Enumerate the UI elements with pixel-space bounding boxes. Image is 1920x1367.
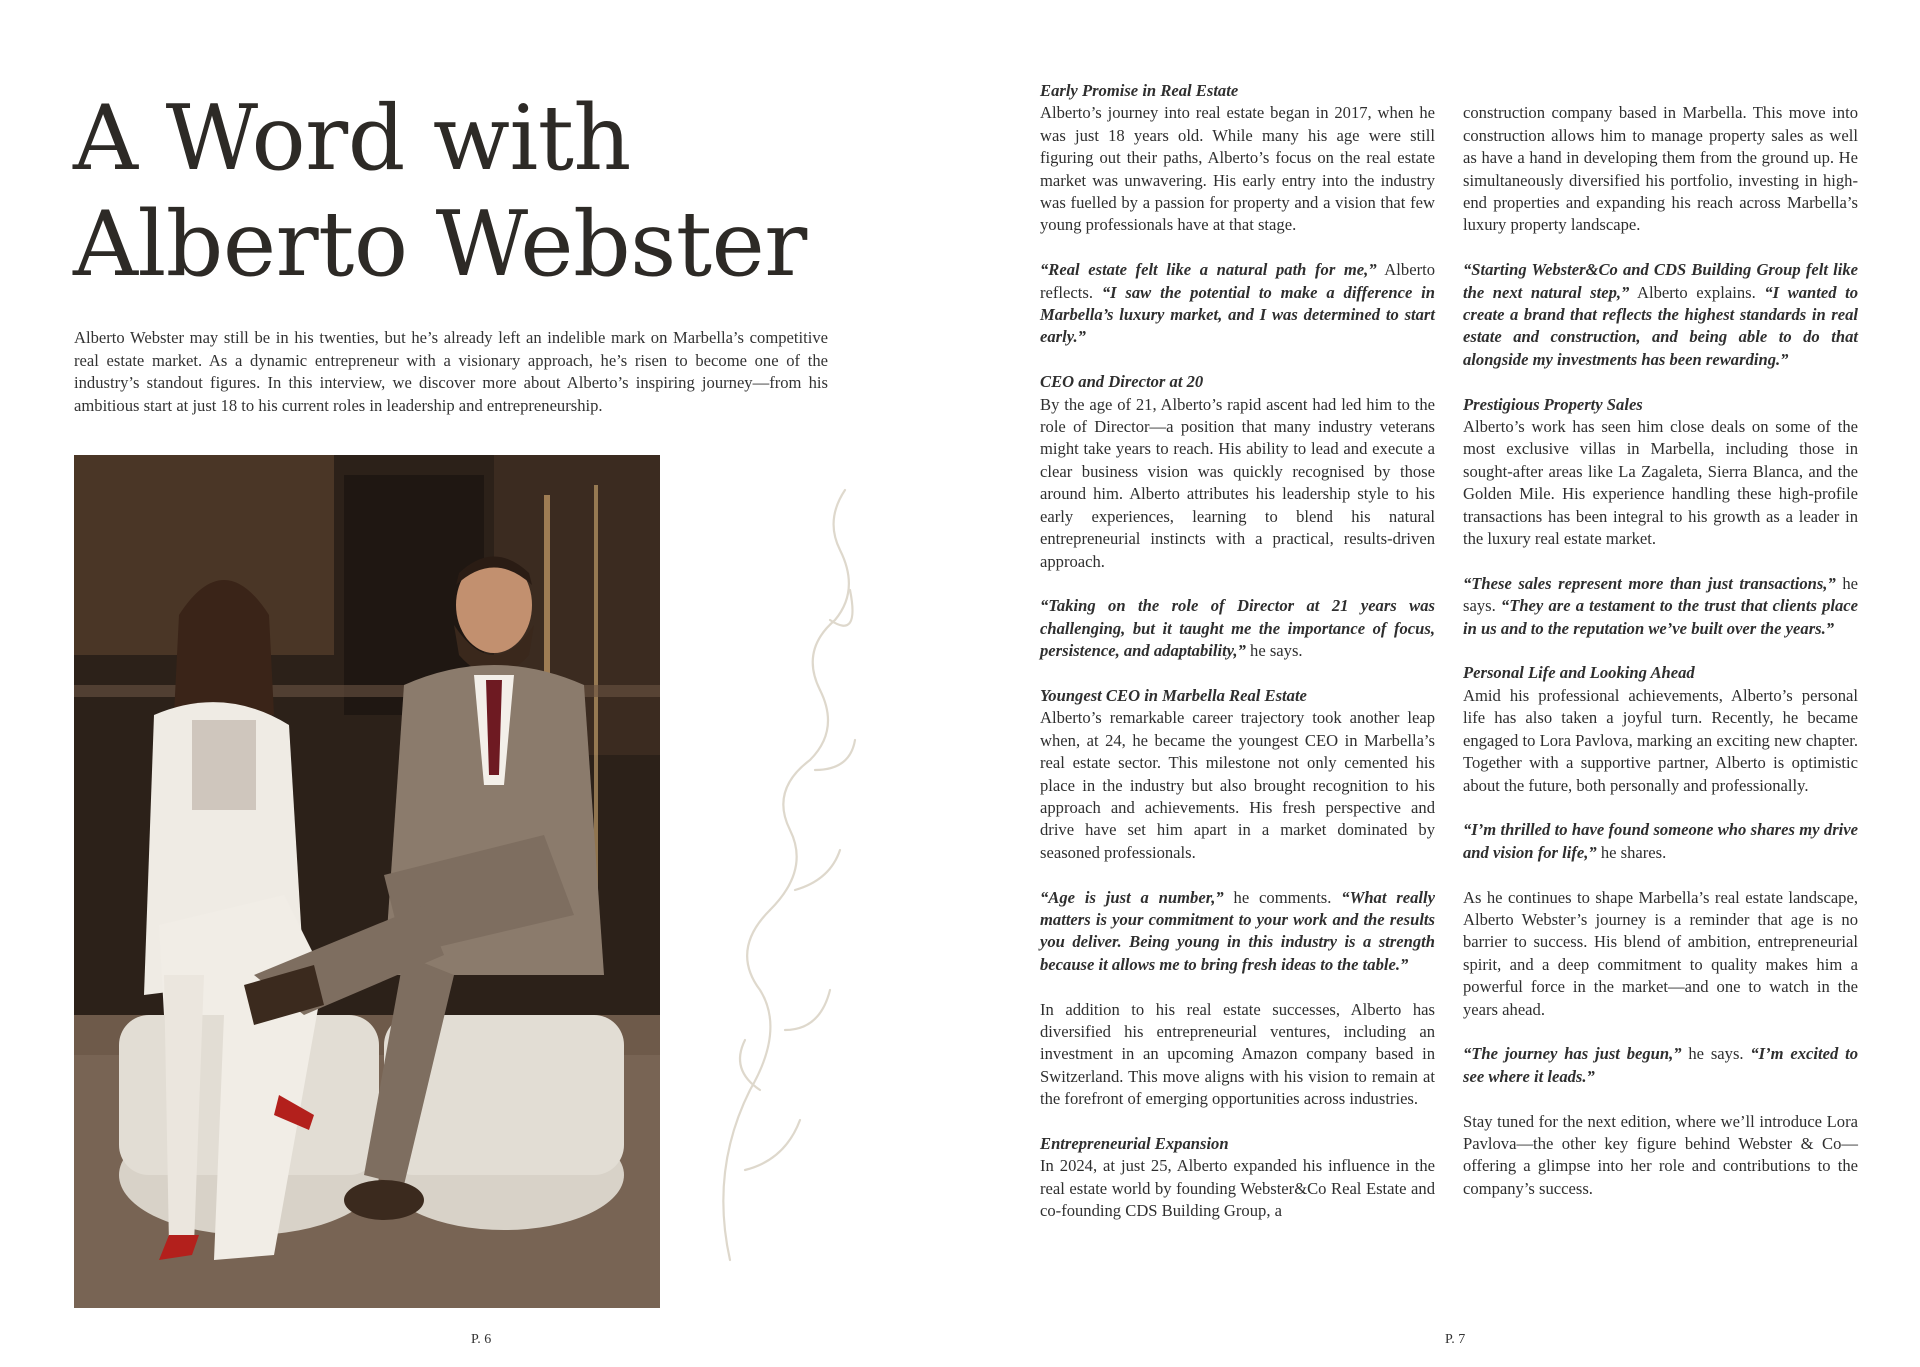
page-number-right: P. 7: [1445, 1332, 1466, 1347]
body-paragraph: As he continues to shape Marbella’s real estate landscape, Alberto Webster’s journey is a reminder that age is no barrier to success. His blend of ambition, entrepreneurial spirit, and a deep commitment to quality makes him a powerful force in the market—and one to watch in the years ahead.: [1463, 887, 1858, 1019]
quote-paragraph: [1463, 819, 1858, 864]
attribution: Alberto explains.: [1629, 282, 1765, 302]
body-paragraph: Alberto’s remarkable career trajectory took another leap when, at 24, he became the youngest CEO in Marbella’s real estate sector. This milestone not only cemented his place in the industry but also brought recognition to his approach and achievements. His fresh perspective and drive have set him apart in a market dominated by seasoned professionals.: [1040, 708, 1435, 862]
page-number-left: P. 6: [471, 1332, 492, 1347]
section-heading: Prestigious Property Sales: [1463, 394, 1643, 414]
quote-paragraph: [1040, 595, 1435, 662]
attribution: Alberto reflects.: [1040, 260, 1436, 302]
section-heading: Personal Life and Looking Ahead: [1463, 663, 1695, 683]
portrait-photo: [74, 455, 660, 1308]
quote-paragraph: [1463, 1043, 1858, 1088]
title-line-2: Alberto Webster: [73, 192, 807, 297]
attribution: he says.: [1463, 573, 1858, 616]
body-paragraph: By the age of 21, Alberto’s rapid ascent had led him to the role of Director—a position that many industry veterans might take years to reach. His ability to lead and execute a clear business vision was quickly recognised by those around him. Alberto attributes his leadership style to his early experiences, learning to blend his natural entrepreneurial instincts with a practical, results-driven approach.: [1040, 394, 1435, 571]
article-column-2: [1463, 80, 1858, 1223]
quote: “I’m excited to see where it leads.”: [1463, 1044, 1858, 1086]
quote-paragraph: [1463, 259, 1858, 371]
attribution: he says.: [1681, 1044, 1751, 1064]
section-heading: Entrepreneurial Expansion: [1040, 1133, 1229, 1153]
quote: “What really matters is your commitment to your work and the results you deliver. Being young in this industry is a strength because it allows me to bring fresh ideas to the table.”: [1040, 887, 1436, 974]
body-paragraph: Alberto’s journey into real estate began in 2017, when he was just 18 years old. While many his age were still figuring out their paths, Alberto’s focus on the real estate market was unwavering. His early entry into the industry was fuelled by a passion for property and a vision that few young professionals have at that stage.: [1040, 103, 1435, 235]
portrait-illustration: [74, 455, 660, 1308]
body-paragraph: In 2024, at just 25, Alberto expanded his influence in the real estate world by founding Webster&Co Real Estate and co-founding CDS Building Group, a: [1040, 1156, 1435, 1221]
attribution: he shares.: [1596, 842, 1667, 862]
webster-co-signature-watermark: [690, 470, 870, 1270]
body-paragraph: Amid his professional achievements, Alberto’s personal life has also taken a joyful turn. Recently, he became engaged to Lora Pavlova, marking an exciting new chapter. Together with a supportive partner, Alberto is optimistic about the future, both personally and professionally.: [1463, 685, 1858, 795]
title-line-1: A Word with: [73, 86, 631, 191]
quote-paragraph: [1040, 259, 1435, 349]
section-heading: CEO and Director at 20: [1040, 372, 1204, 392]
quote: “The journey has just begun,”: [1463, 1044, 1682, 1064]
intro-paragraph: Alberto Webster may still be in his twenties, but he’s already left an indelible mark on Marbella’s competitive real estate market. As a dynamic entrepreneur with a visionary approach, he’s risen to become one of the industry’s standout figures. In this interview, we discover more about Alberto’s inspiring journey—from his ambitious start at just 18 to his current roles in leadership and entrepreneurship.: [74, 328, 828, 415]
quote: “These sales represent more than just transactions,”: [1463, 573, 1836, 593]
attribution: he says.: [1245, 641, 1303, 661]
quote: “I saw the potential to make a difference in Marbella’s luxury market, and I was determined to start early.”: [1040, 282, 1436, 347]
quote: “Starting Webster&Co and CDS Building Group felt like the next natural step,”: [1463, 260, 1858, 302]
body-paragraph: Stay tuned for the next edition, where we’ll introduce Lora Pavlova—the other key figure behind Webster & Co—offering a glimpse into her role and contributions to the company’s success.: [1463, 1111, 1858, 1198]
quote: “I’m thrilled to have found someone who shares my drive and vision for life,”: [1463, 820, 1858, 862]
quote: “Age is just a number,”: [1040, 887, 1224, 907]
article-column-1: [1040, 80, 1435, 1245]
quote: “Real estate felt like a natural path for me,”: [1040, 260, 1377, 280]
quote-paragraph: [1463, 573, 1858, 640]
quote: “They are a testament to the trust that clients place in us and to the reputation we’ve built over the years.”: [1463, 596, 1859, 638]
body-paragraph: In addition to his real estate successes, Alberto has diversified his entrepreneurial ventures, including an investment in an upcoming Amazon company based in Switzerland. This move aligns with his vision to remain at the forefront of emerging opportunities across industries.: [1040, 999, 1435, 1109]
quote: “I wanted to create a brand that reflects the highest standards in real estate and construction, and being able to do that alongside my investments has been rewarding.”: [1463, 282, 1858, 369]
quote-paragraph: [1040, 887, 1435, 977]
body-paragraph: construction company based in Marbella. This move into construction allows him to manage property sales as well as have a hand in developing them from the ground up. He simultaneously diversified his portfolio, investing in high-end properties and expanding his reach across Marbella’s luxury property landscape.: [1463, 103, 1858, 235]
article-title: [73, 86, 893, 298]
body-paragraph: Alberto’s work has seen him close deals on some of the most exclusive villas in Marbella, including those in sought-after areas like La Zagaleta, Sierra Blanca, and the Golden Mile. His experience handling these high-profile transactions has been integral to his growth as a leader in the luxury real estate market.: [1463, 417, 1858, 549]
attribution: he comments.: [1223, 887, 1342, 907]
quote: “Taking on the role of Director at 21 years was challenging, but it taught me the importance of focus, persistence, and adaptability,”: [1040, 596, 1435, 661]
section-heading: Early Promise in Real Estate: [1040, 81, 1239, 100]
section-heading: Youngest CEO in Marbella Real Estate: [1040, 685, 1307, 705]
